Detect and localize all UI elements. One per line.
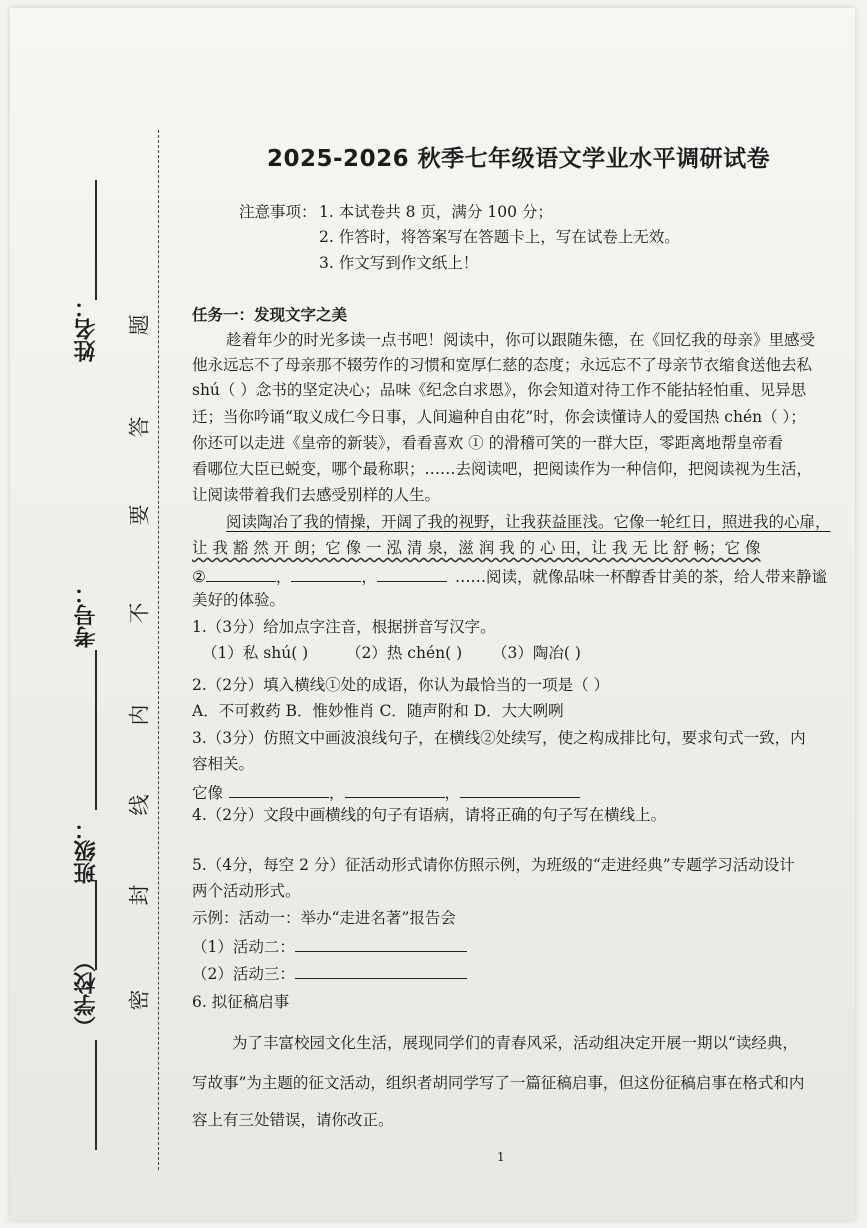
note-item: 1. 本试卷共 8 页，满分 100 分； [319, 203, 553, 221]
blank-marker: ② [192, 568, 206, 586]
question-5: 5.（4分，每空 2 分）征活动形式请你仿照示例，为班级的“走进经典”专题学习活动设计 [192, 856, 795, 874]
exam-no-label: 考号： [73, 582, 99, 648]
seal-line [158, 130, 159, 1170]
seal-char: 答 [127, 416, 152, 438]
answer-blank[interactable] [229, 783, 329, 798]
exam-title: 2025-2026 秋季七年级语文学业水平调研试卷 [267, 146, 771, 172]
answer-blank[interactable] [345, 783, 445, 798]
answer-blank[interactable] [291, 567, 361, 582]
passage-text: ……阅读，就像品味一杯醇香甘美的茶，给人带来静谧 [454, 568, 827, 586]
answer-prefix: 它像 [192, 784, 224, 802]
answer-blank[interactable] [206, 567, 276, 582]
q6-para-line: 容上有三处错误，请你改正。 [192, 1111, 394, 1129]
seal-char: 内 [127, 704, 152, 726]
q1-item: （3）陶冶( ) [492, 644, 581, 662]
comma: ， [275, 568, 292, 586]
q5-item-label: （2）活动三： [192, 965, 295, 983]
passage-line: 你还可以走进《皇帝的新装》，看看喜欢 ① 的滑稽可笑的一群大臣，零距离地帮皇帝看 [192, 434, 784, 452]
name-label: 姓名： [73, 296, 99, 362]
question-4: 4.（2分）文段中画横线的句子有语病，请将正确的句子写在横线上。 [192, 806, 667, 824]
school-fill-line [95, 1040, 97, 1150]
exam-no-fill-line [95, 650, 97, 810]
question-3-cont: 容相关。 [192, 755, 255, 773]
seal-char: 不 [127, 602, 152, 624]
question-1: 1.（3分）给加点字注音，根据拼音写汉字。 [192, 618, 496, 636]
q5-item [192, 937, 467, 956]
question-2: 2.（2分）填入横线①处的成语，你认为最恰当的一项是（ ） [192, 676, 610, 694]
task-heading: 任务一：发现文字之美 [192, 306, 348, 324]
answer-blank[interactable] [377, 567, 447, 582]
seal-char: 密 [127, 989, 152, 1011]
passage-line: 他永远忘不了母亲那不辍劳作的习惯和宽厚仁慈的态度；永远忘不了母亲节衣缩食送他去私 [192, 356, 813, 374]
underlined-sentence: 阅读陶冶了我的情操，开阔了我的视野，让我获益匪浅。它像一轮红日，照进我的心扉， [226, 513, 831, 531]
note-item: 3. 作文写到作文纸上！ [319, 254, 479, 272]
answer-blank[interactable] [460, 783, 580, 798]
seal-char: 封 [127, 884, 152, 906]
question-3: 3.（3分）仿照文中画波浪线句子，在横线②处续写，使之构成排比句，要求句式一致，内 [192, 729, 806, 747]
answer-blank[interactable] [295, 964, 467, 979]
note-item: 2. 作答时，将答案写在答题卡上，写在试卷上无效。 [319, 228, 680, 246]
question-6: 6. 拟征稿启事 [192, 993, 290, 1011]
answer-blank[interactable] [295, 937, 467, 952]
comma: ， [329, 784, 345, 802]
comma: ， [444, 784, 461, 802]
notes-label: 注意事项： [239, 203, 317, 221]
question-5-cont: 两个活动形式。 [192, 882, 301, 900]
seal-char: 题 [127, 314, 152, 336]
q5-item-label: （1）活动二： [192, 938, 295, 956]
q6-para-line: 写故事”为主题的征文活动，组织者胡同学写了一篇征稿启事，但这份征稿启事在格式和内 [192, 1074, 805, 1092]
q1-item: （2）热 chén( ) [346, 644, 463, 662]
passage-line: 趁着年少的时光多读一点书吧！阅读中，你可以跟随朱德，在《回忆我的母亲》里感受 [226, 331, 816, 349]
q3-answer-line [192, 783, 580, 802]
school-label: （学校） [73, 950, 99, 1038]
page-number: 1 [497, 1150, 505, 1164]
wavy-sentence: 让 我 豁 然 开 朗；它 像 一 泓 清 泉，滋 润 我 的 心 田，让 我 无 比 舒 畅；它 像 [192, 539, 761, 557]
seal-char: 要 [127, 504, 152, 526]
q1-item: （1）私 shú( ) [202, 644, 309, 662]
q2-options: A．不可救药 B．惟妙惟肖 C．随声附和 D．大大咧咧 [192, 702, 564, 720]
passage-line: 看哪位大臣已蜕变，哪个最称职；……去阅读吧，把阅读作为一种信仰，把阅读视为生活， [192, 460, 813, 478]
passage-line: 美好的体验。 [192, 591, 286, 609]
comma: ， [361, 568, 377, 586]
passage-line [192, 567, 827, 586]
q5-item [192, 964, 467, 983]
q5-example: 示例：活动一：举办“走进名著”报告会 [192, 909, 456, 927]
passage-line: 迁；当你吟诵“取义成仁今日事，人间遍种自由花”时，你会读懂诗人的爱国热 chén（ ）； [192, 408, 806, 426]
name-fill-line [95, 180, 97, 300]
passage-line: 让阅读带着我们去感受别样的人生。 [192, 486, 441, 504]
class-label: 班级： [73, 818, 99, 884]
passage-line: shú（ ）念书的坚定决心；品味《纪念白求恩》，你会知道对待工作不能拈轻怕重、见异思 [192, 381, 807, 399]
seal-char: 线 [127, 794, 152, 816]
q6-para-line: 为了丰富校园文化生活，展现同学们的青春风采，活动组决定开展一期以“读经典， [232, 1034, 798, 1052]
